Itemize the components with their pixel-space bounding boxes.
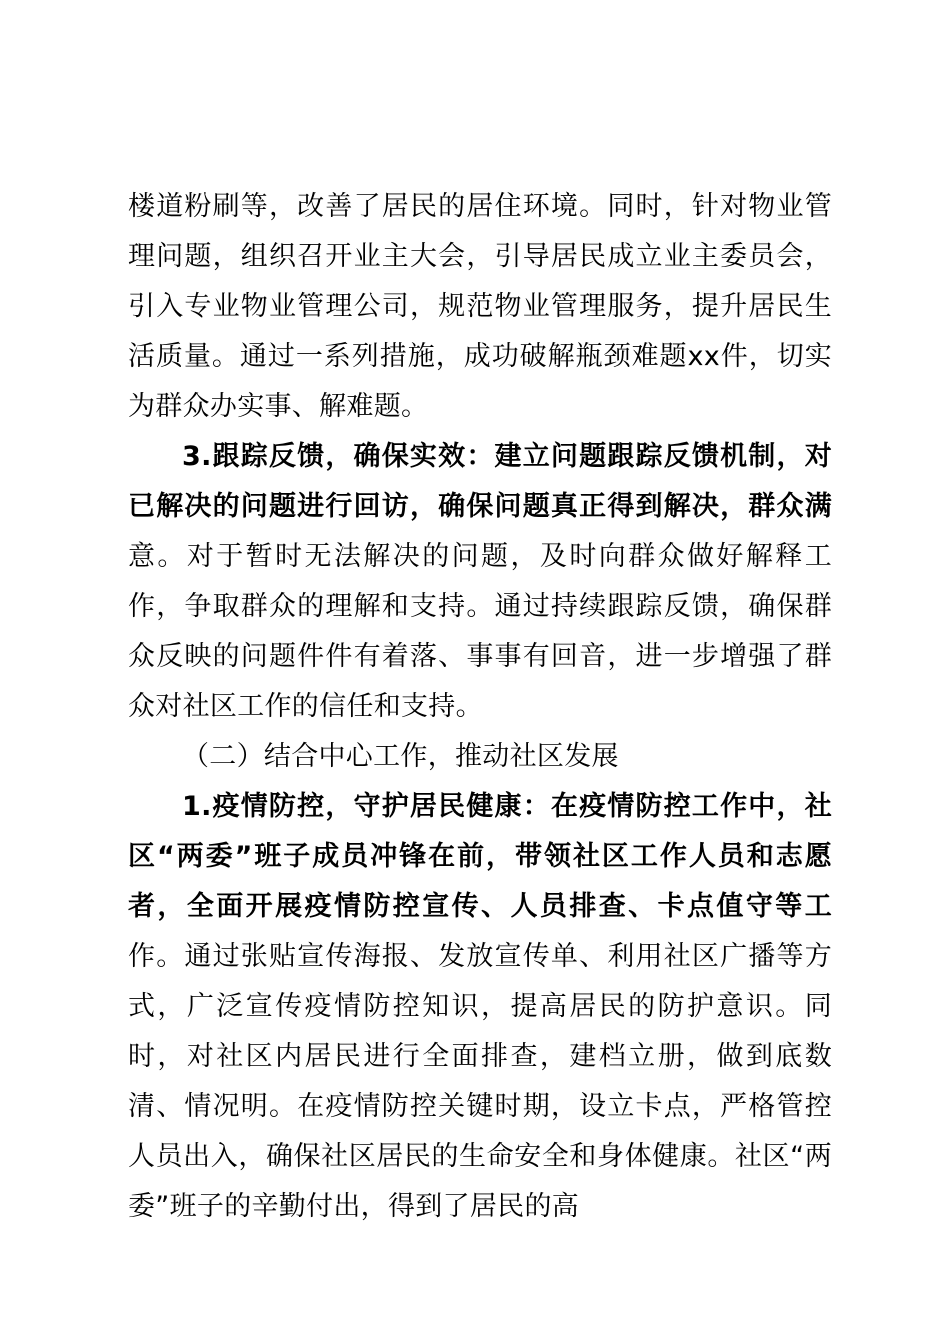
section-heading-text: （二）结合中心工作，推动社区发展 [182, 741, 619, 772]
section-heading [128, 732, 832, 782]
paragraph-bold-lead: 1.疫情防控，守护居民健康：在疫情防控工作中，社区“两委”班子成员冲锋在前，带领社区工作人员和志愿者，全面开展疫情防控宣传、人员排查、卡点值守等工 [128, 791, 832, 922]
paragraph-bold-lead: 3.跟踪反馈，确保实效：建立问题跟踪反馈机制，对已解决的问题进行回访，确保问题真正得到解决，群众满 [128, 441, 832, 522]
document-body [128, 182, 832, 1232]
paragraph-continuation [128, 182, 832, 432]
paragraph-epidemic-control [128, 782, 832, 1232]
paragraph-text: 意。对于暂时无法解决的问题，及时向群众做好解释工作，争取群众的理解和支持。通过持续跟踪反馈，确保群众反映的问题件件有着落、事事有回音，进一步增强了群众对社区工作的信任和支持。 [128, 541, 832, 722]
paragraph-text: 作。通过张贴宣传海报、发放宣传单、利用社区广播等方式，广泛宣传疫情防控知识，提高居民的防护意识。同时，对社区内居民进行全面排查，建档立册，做到底数清、情况明。在疫情防控关键时期，设立卡点，严格管控人员出入，确保社区居民的生命安全和身体健康。社区“两委”班子的辛勤付出，得到了居民的高 [128, 941, 832, 1222]
paragraph-tracking-feedback [128, 432, 832, 732]
paragraph-text: 楼道粉刷等，改善了居民的居住环境。同时，针对物业管理问题，组织召开业主大会，引导居民成立业主委员会，引入专业物业管理公司，规范物业管理服务，提升居民生活质量。通过一系列措施，成功破解瓶颈难题xx件，切实为群众办实事、解难题。 [128, 191, 832, 422]
